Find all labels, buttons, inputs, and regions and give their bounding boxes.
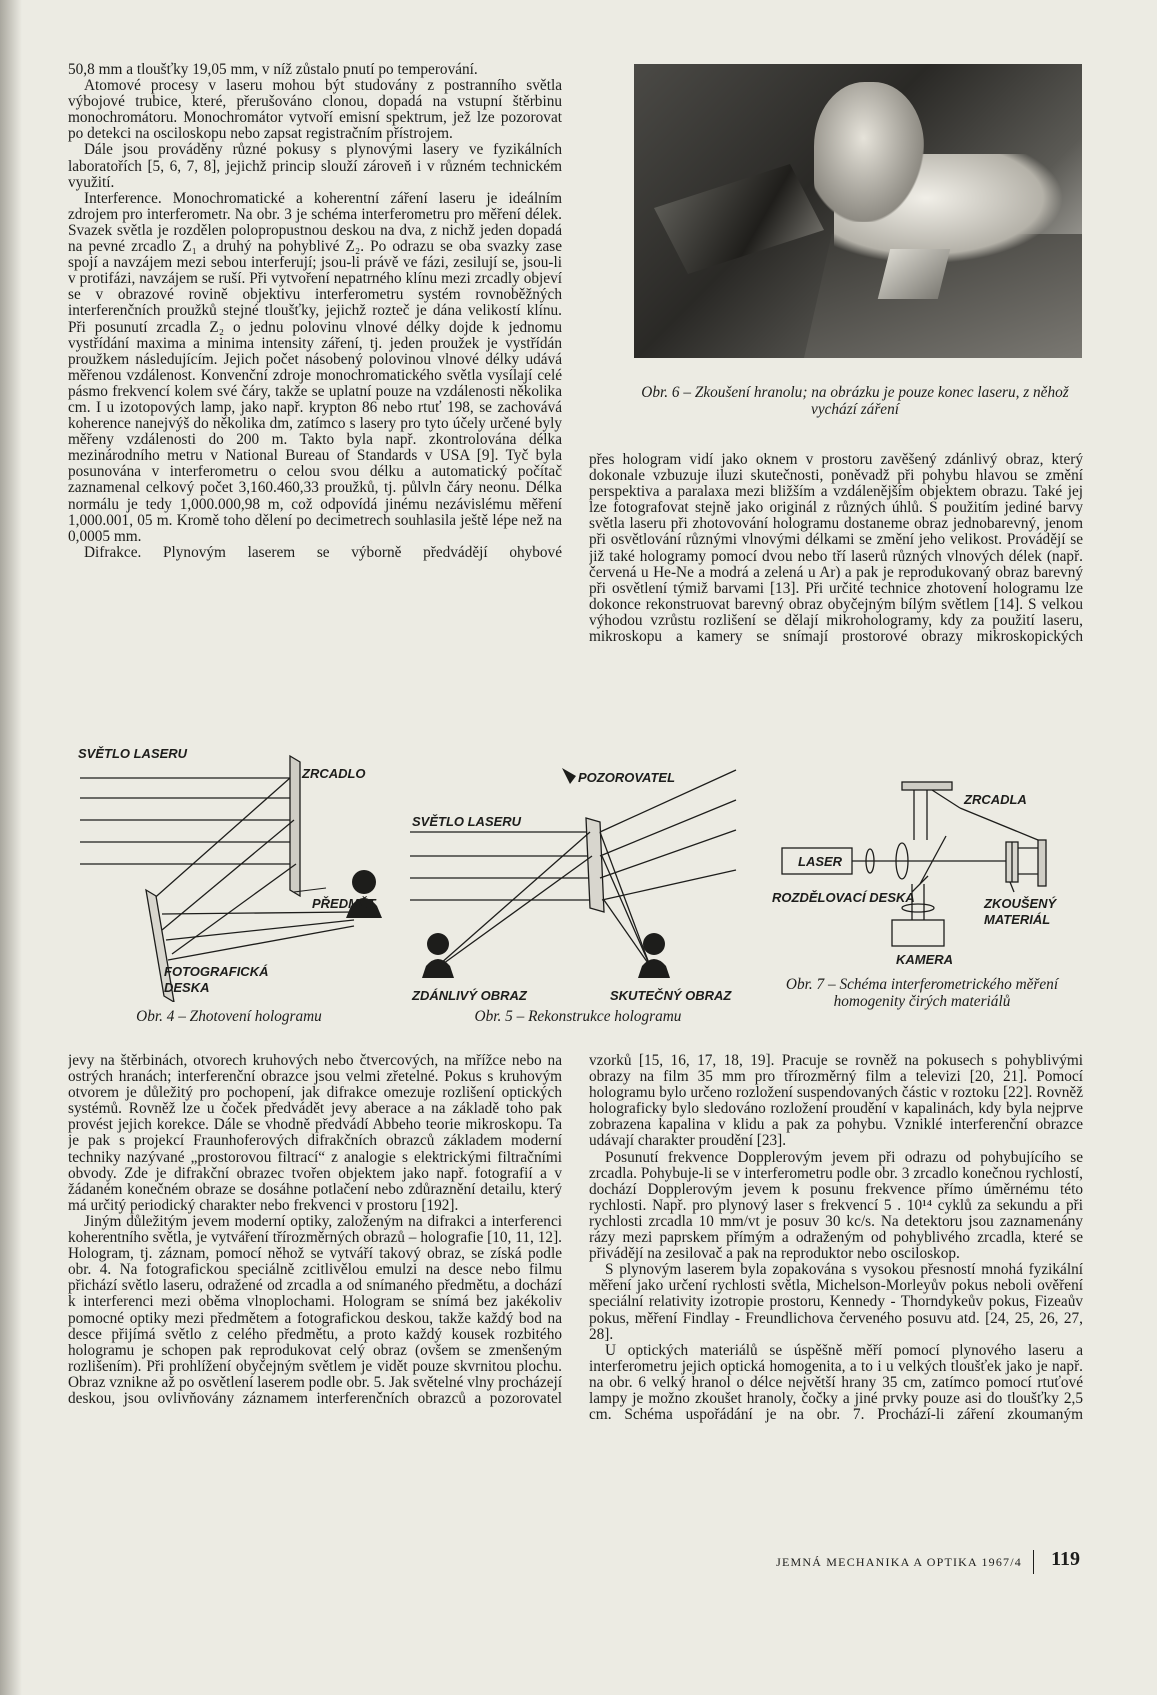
paragraph: S plynovým laserem byla zopakována s vysokou přesností mnohá fyzikální měření jako určení rychlosti světla, Michelson-Morleyův pokus neboli ověření speciální relativity izotropie prostoru, Kennedy - Thorndykeův pokus, Fizeaův pokus, měření Findlay - Freundlichova červeného posuvu atd. [24, 25, 26, 27, 28].: [589, 1261, 1083, 1343]
page-footer: [724, 1550, 1084, 1574]
photo-prism-testing: [634, 64, 1082, 358]
fig4-label-mirror: ZRCADLO: [302, 766, 366, 781]
text-column-right-bottom: [589, 1053, 1083, 1583]
fig5-label-real: SKUTEČNÝ OBRAZ: [610, 988, 732, 1003]
paragraph: Dále jsou prováděny různé pokusy s plynovými lasery ve fyzikálních laboratořích [5, 6, 7, 8], jejichž princip slouží zároveň i v různém technickém využití.: [68, 141, 562, 191]
figure-4-hologram-recording: [64, 740, 404, 1002]
paragraph: jevy na štěrbinách, otvorech kruhových nebo čtvercových, na mřížce nebo na ostrých hranách; interferenční obrazce jsou velmi zřetelné. Pokus s kruhovým otvorem je důležitý pro pochopení, jak difrakce omezuje rozlišení optických systémů. Rovněž lze u čoček předvádět jevy aberace a na základě toho pak provést jejich korekce. Dále se vhodně předvádí Abbeho teorie mikroskopu. Ta je pak s projekcí Fraunhoferových difrakčních obrazců základem moderní techniky nazývané „prostorovou filtrací“ z analogie s elektrickými filtračními obvody. Zde je difrakční obrazec tvořen objektem jako např. fotografií a v žádaném konečném obraze se dosáhne potlačení nebo zdůraznění detailu, který má určitý periodický charakter nebo frekvenci v prostoru [192].: [68, 1053, 562, 1214]
fig5-label-observer: POZOROVATEL: [578, 770, 676, 785]
paragraph: Interference. Monochromatické a koherentní záření laseru je ideálním zdrojem pro interferometr. Na obr. 3 je schéma interferometru pro měření délek. Svazek světla je rozdělen polopropustnou deskou na dva, z nichž jeden dopadá na pevné zrcadlo Z₁ a druhý na pohyblivé Z₂. Po odrazu se oba svazky zase spojí a navzájem mezi sebou interferují; jsou-li právě ve fázi, zesilují se, jsou-li v protifázi, navzájem se ruší. Při vytvoření nepatrného klínu mezi zrcadly objeví se v obrazové rovině objektivu interferometru systém rovnoběžných interferenčních proužků stejné tloušťky, jejichž rozteč je dána velikostí klínu. Při posunutí zrcadla Z₂ o jednu polovinu vlnové délky dojde k jednomu vystřídání maxima a minima intensity záření, tj. jeden proužek je vystřídán proužkem následujícím. Jejich počet násobený polovinou vlnové délky udává měřenou vzdálenost. Konvenční zdroje monochromatického světla vysílají celé pásmo frekvencí kolem své čáry, takže se uplatní pouze na vzdálenosti několika cm. I u izotopových lamp, jako např. krypton 86 nebo rtuť 198, se zachovává koherence nanejvýš do několika dm, zatímco s lasery pro tyto účely určené byly měřeny vzdálenosti do 200 m. Takto byla např. zkontrolována délka mezinárodního metru v National Bureau of Standards v USA [9]. Tyč byla posunována v interferometru o celou svou délku a automatický počítač zaznamenal celkový počet 3,160.460,33 proužků, tj. půlvln čáry neonu. Délka normálu je tedy 1,000.000,98 m, což odpovídá jinému nezávislému měření 1,000.001, 05 m. Kromě toho dělení po decimetrech souhlasila ještě lépe než na 0,0005 mm.: [68, 189, 562, 545]
paragraph: Jiným důležitým jevem moderní optiky, založeným na difrakci a interferenci koherentního světla, je vytváření třírozměrných obrazů – holografie [10, 11, 12]. Hologram, tj. záznam, pomocí něhož se vytváří takový obraz, se získá podle obr. 4. Na fotografickou speciálně zcitlivělou emulzi na desce nebo filmu přichází světlo laseru, odražené od zrcadla a od snímaného předmětu, a dochází k interferenci mezi oběma vlnoplochami. Hologram se snímá bez jakékoliv pomocné optiky mezi předmětem a fotografickou deskou, takže každý bod na desce přijímá světlo z celého předmětu, a proto každý kousek rozbitého hologramu je schopen pak reprodukovat celý obraz (ovšem se zmenšeným rozlišením). Při prohlížení obyčejným světlem je vidět pouze skvrnitou plochu. Obraz vznikne až po osvětlení laserem podle obr. 5. Jak světelné vlny procházejí deskou, jsou ovlivňovány záznamem interferenčních obrazců a pozorovatel: [68, 1212, 562, 1407]
fig7-label-mirrors: ZRCADLA: [964, 792, 1027, 807]
paragraph: Posunutí frekvence Dopplerovým jevem při odrazu od pohybujícího se zrcadla. Pohybuje-li se v interferometru podle obr. 3 zrcadlo konečnou rychlostí, dochází Dopplerovým jevem k posunu frekvence přímo úměrnému této rychlosti. Např. pro plynový laser s frekvencí 5 . 10¹⁴ cyklů za sekundu a při rychlosti zrcadla 10 mm/vt je posuv 30 kc/s. Na detektoru jsou zaznamenány rázy mezi paprskem přímým a odraženým od pohyblivého zrcadla, které se přivádějí na zesilovač a pak na reproduktor nebo osciloskop.: [589, 1148, 1083, 1263]
photo-laser-head: [654, 164, 824, 274]
fig5-label-laser: SVĚTLO LASERU: [412, 814, 522, 829]
fig4-label-laser: SVĚTLO LASERU: [78, 746, 188, 761]
figure-7-interferometer-schema: [752, 780, 1082, 972]
figure-4-caption: Obr. 4 – Zhotovení hologramu: [136, 1008, 322, 1025]
fig4-label-plate: FOTOGRAFICKÁ: [164, 964, 269, 979]
text-column-left-bottom: [68, 1053, 562, 1583]
figure-5-hologram-reconstruction: [410, 760, 740, 1004]
paragraph: U optických materiálů se úspěšně měří pomocí plynového laseru a interferometru jejich optická homogenita, a to i u velkých tloušťek jako je např. na obr. 6 velký hranol o délce největší hrany 35 cm, zatímco pomocí rtuťové lampy je možno zkoušet hranoly, čočky a jiné prvky pouze asi do tloušťky 2,5 cm. Schéma uspořádání je na obr. 7. Prochází-li záření zkoumaným: [589, 1341, 1083, 1424]
fig7-label-splitter: ROZDĚLOVACÍ DESKA: [772, 890, 915, 905]
fig7-label-tested: MATERIÁL: [984, 912, 1051, 927]
paragraph: přes hologram vidí jako oknem v prostoru zavěšený zdánlivý obraz, který dokonale vzbuzuje iluzi skutečnosti, poněvadž při pohybu hlavou se změní perspektiva a paralaxa mezi bližším a vzdálenějším objektem obrazu. Také jej lze fotografovat stejně jako originál z různých úhlů. S použitím jediné barvy světla laseru při zhotovování hologramu dostaneme obraz jednobarevný, jenom při osvětlování různými vlnovými délkami se změní jeho velikost. Provádějí se již také hologramy pomocí dvou nebo tří laserů různých vlnových délek (např. červená u He-Ne a modrá a zelená u Ar) a pak je reprodukovaný obraz barevný při osvětlení týmiž barvami [13]. Při určité technice zhotovení hologramu lze dokonce rekonstruovat barevný obraz obyčejným bílým světlem [14]. S velkou výhodou vzrůstu rozlišení se dělají mikrohologramy, kdy za použití laseru, mikroskopu a kamery se snímají prostorové obrazy mikroskopických: [589, 452, 1083, 646]
fig5-label-virtual: ZDÁNLIVÝ OBRAZ: [412, 988, 527, 1003]
photo-prism: [878, 249, 950, 299]
footer-divider: [1033, 1550, 1035, 1574]
fig4-label-object: PŘEDMĚT: [312, 896, 376, 911]
paragraph: Atomové procesy v laseru mohou být studovány z postranního světla výbojové trubice, které, přerušováno clonou, dopadá na vstupní štěrbinu monochromátoru. Monochromátor vytvoří emisní spektrum, jež lze pozorovat po detekci na osciloskopu nebo zapsat registračním přístrojem.: [68, 77, 562, 143]
paragraph: vzorků [15, 16, 17, 18, 19]. Pracuje se rovněž na pokusech s pohyblivými obrazy na film 35 mm pro třírozměrný film a televizi [20, 21]. Pomocí hologramu bylo určeno rozložení suspendovaných částic v roztoku [22]. Rovněž holograficky bylo sledováno rozložení proudění v kapalinách, kdy byla nejprve zobrazena kapalina v klidu a pak za pohybu. Vzniklé interferenční obrazce udávají charakter proudění [23].: [589, 1053, 1083, 1150]
paragraph: Difrakce. Plynovým laserem se výborně předvádějí ohybové: [84, 543, 562, 561]
binding-shadow: [0, 0, 22, 1695]
figure-7-caption: Obr. 7 – Schéma interferometrického měření homogenity čirých materiálů: [785, 976, 1059, 1010]
fig7-label-camera: KAMERA: [896, 952, 954, 967]
text-column-left-top: [68, 62, 562, 732]
figure-5-caption: Obr. 5 – Rekonstrukce hologramu: [474, 1008, 682, 1025]
text-column-right-top: [589, 452, 1083, 732]
page-number: 119: [1051, 1548, 1080, 1570]
journal-name: JEMNÁ MECHANIKA A OPTIKA 1967/4: [776, 1555, 1022, 1569]
fig7-label-tested: ZKOUŠENÝ: [984, 896, 1057, 911]
figure-6-caption: Obr. 6 – Zkoušení hranolu; na obrázku je pouze konec laseru, z něhož vychází záření: [641, 384, 1069, 418]
fig7-label-laser: LASER: [798, 854, 843, 869]
photo-person-head: [814, 82, 924, 222]
paragraph: 50,8 mm a tloušťky 19,05 mm, v níž zůstalo pnutí po temperování.: [68, 62, 478, 78]
fig4-label-plate: DESKA: [164, 980, 210, 995]
